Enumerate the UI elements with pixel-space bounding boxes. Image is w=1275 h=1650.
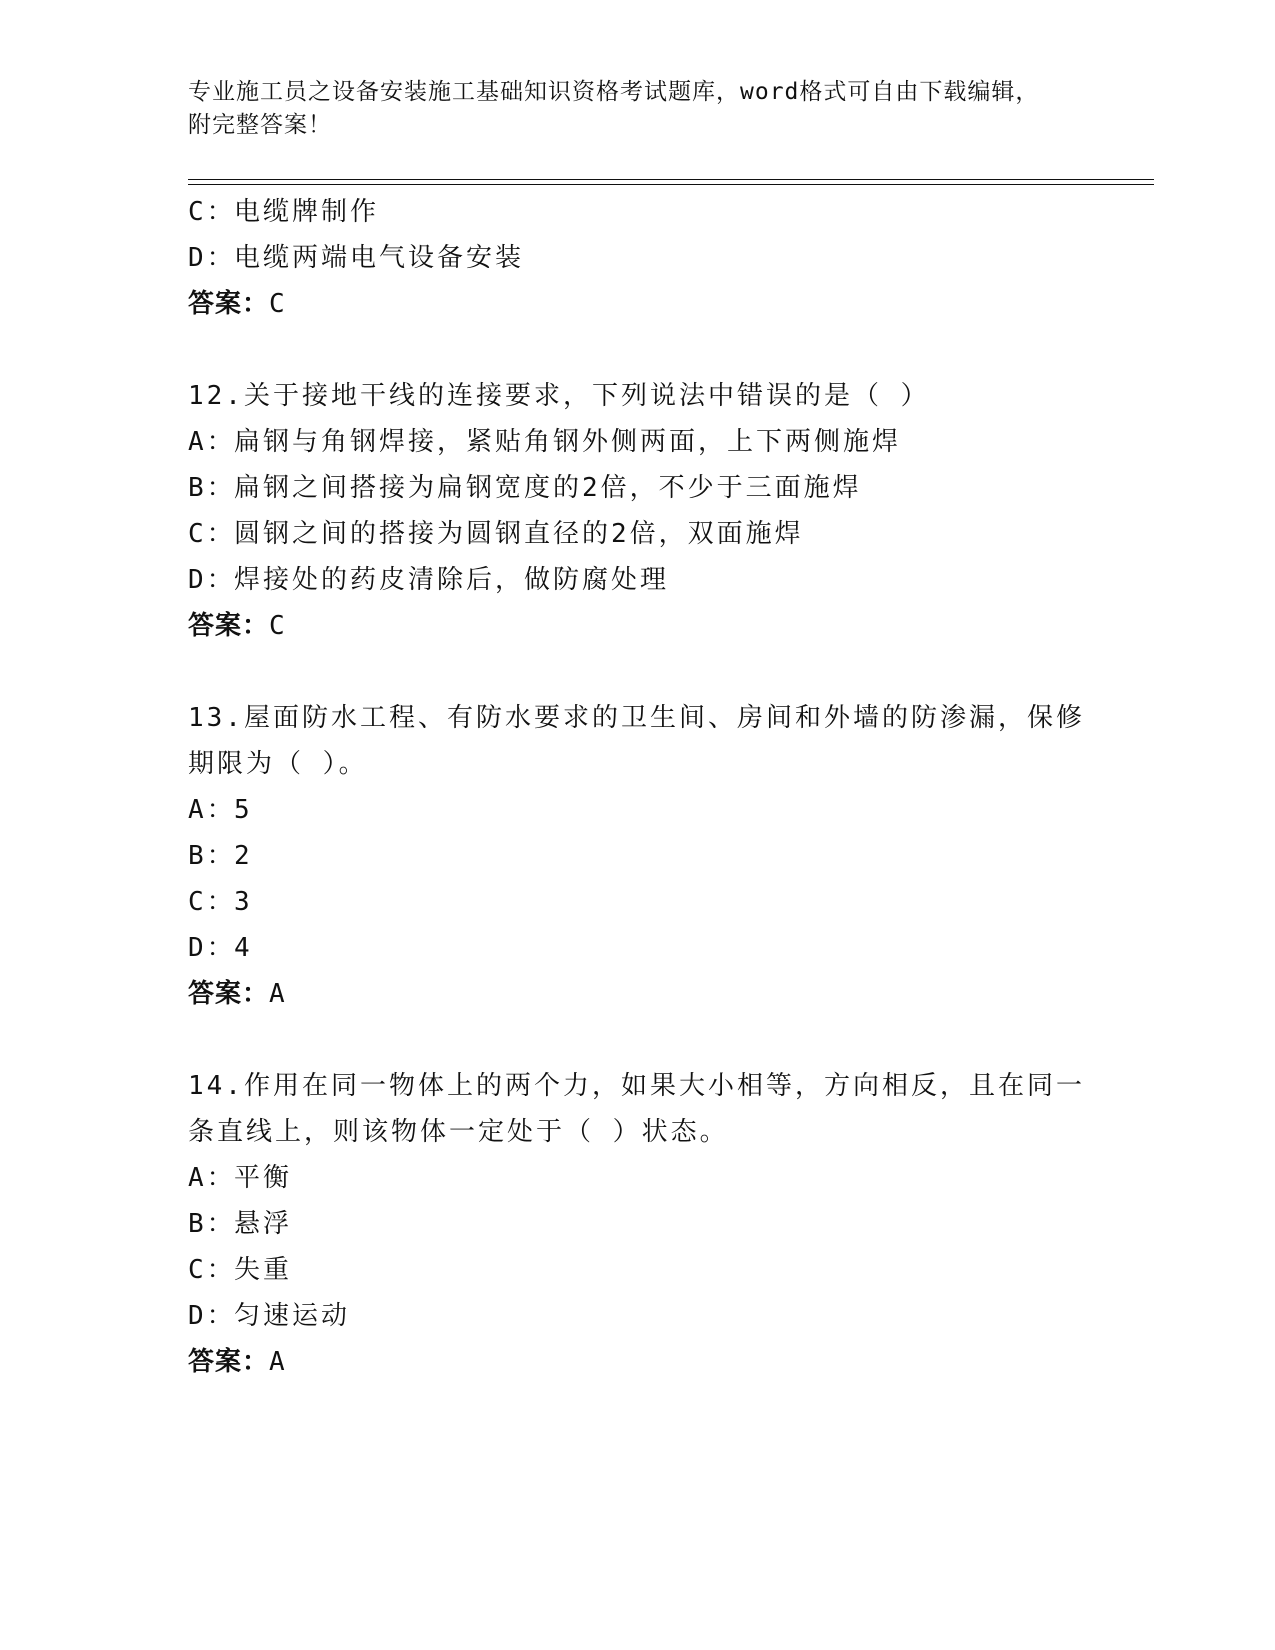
option-text: 3 [234, 887, 253, 917]
header-rule-top [188, 179, 1154, 180]
option-label: D： [188, 565, 236, 595]
option-label: D： [188, 243, 236, 273]
option-text: 悬浮 [234, 1209, 293, 1239]
option-c [188, 1247, 1088, 1293]
option-text: 失重 [234, 1255, 293, 1285]
option-label: C： [188, 887, 236, 917]
option-text: 电缆牌制作 [234, 197, 380, 227]
answer-label: 答案： [188, 611, 270, 641]
question-stem-continued: 条直线上，则该物体一定处于（ ）状态。 [188, 1117, 729, 1147]
spacer [188, 327, 1088, 373]
option-label: D： [188, 1301, 236, 1331]
answer [188, 603, 1088, 649]
option-label: C： [188, 197, 236, 227]
question-13 [188, 695, 1088, 1017]
option-a [188, 419, 1088, 465]
option-a [188, 1155, 1088, 1201]
question-list [188, 189, 1088, 1385]
option-text: 电缆两端电气设备安装 [234, 243, 525, 273]
question-12 [188, 373, 1088, 649]
option-label: B： [188, 1209, 236, 1239]
answer-value: A [269, 979, 286, 1009]
spacer [188, 1017, 1088, 1063]
option-d [188, 557, 1088, 603]
option-text: 平衡 [234, 1163, 293, 1193]
answer [188, 971, 1088, 1017]
option-d [188, 1293, 1088, 1339]
header-line-2: 附完整答案！ [188, 112, 332, 138]
option-b [188, 465, 1088, 511]
question-stem-continued: 期限为（ ）。 [188, 749, 368, 779]
document-header [188, 76, 1068, 142]
option-label: B： [188, 473, 236, 503]
option-text: 圆钢之间的搭接为圆钢直径的2倍，双面施焊 [234, 519, 804, 549]
spacer [188, 649, 1088, 695]
option-text: 匀速运动 [234, 1301, 351, 1331]
option-b [188, 1201, 1088, 1247]
option-text: 2 [234, 841, 253, 871]
option-label: B： [188, 841, 236, 871]
answer-label: 答案： [188, 1347, 270, 1377]
question-14 [188, 1063, 1088, 1385]
answer-value: A [269, 1347, 286, 1377]
question-stem: 13.屋面防水工程、有防水要求的卫生间、房间和外墙的防渗漏，保修 [188, 703, 1085, 733]
header-rule-bottom [188, 184, 1154, 185]
answer-label: 答案： [188, 289, 270, 319]
answer-value: C [269, 611, 286, 641]
option-b [188, 833, 1088, 879]
answer [188, 281, 1088, 327]
option-d [188, 235, 1088, 281]
option-text: 扁钢之间搭接为扁钢宽度的2倍，不少于三面施焊 [234, 473, 862, 503]
option-label: D： [188, 933, 236, 963]
question-11-continuation [188, 189, 1088, 327]
option-label: C： [188, 1255, 236, 1285]
option-text: 5 [234, 795, 253, 825]
header-line-1: 专业施工员之设备安装施工基础知识资格考试题库，word格式可自由下载编辑， [188, 79, 1040, 105]
option-d [188, 925, 1088, 971]
option-c [188, 879, 1088, 925]
option-a [188, 787, 1088, 833]
option-label: A： [188, 1163, 236, 1193]
option-c [188, 511, 1088, 557]
option-text: 焊接处的药皮清除后，做防腐处理 [234, 565, 670, 595]
answer-value: C [269, 289, 286, 319]
answer [188, 1339, 1088, 1385]
question-stem: 14.作用在同一物体上的两个力，如果大小相等，方向相反，且在同一 [188, 1071, 1085, 1101]
option-c [188, 189, 1088, 235]
option-text: 4 [234, 933, 253, 963]
option-label: A： [188, 795, 236, 825]
answer-label: 答案： [188, 979, 270, 1009]
option-text: 扁钢与角钢焊接，紧贴角钢外侧两面，上下两侧施焊 [234, 427, 902, 457]
option-label: C： [188, 519, 236, 549]
question-stem: 12.关于接地干线的连接要求，下列说法中错误的是（ ） [188, 381, 930, 411]
option-label: A： [188, 427, 236, 457]
